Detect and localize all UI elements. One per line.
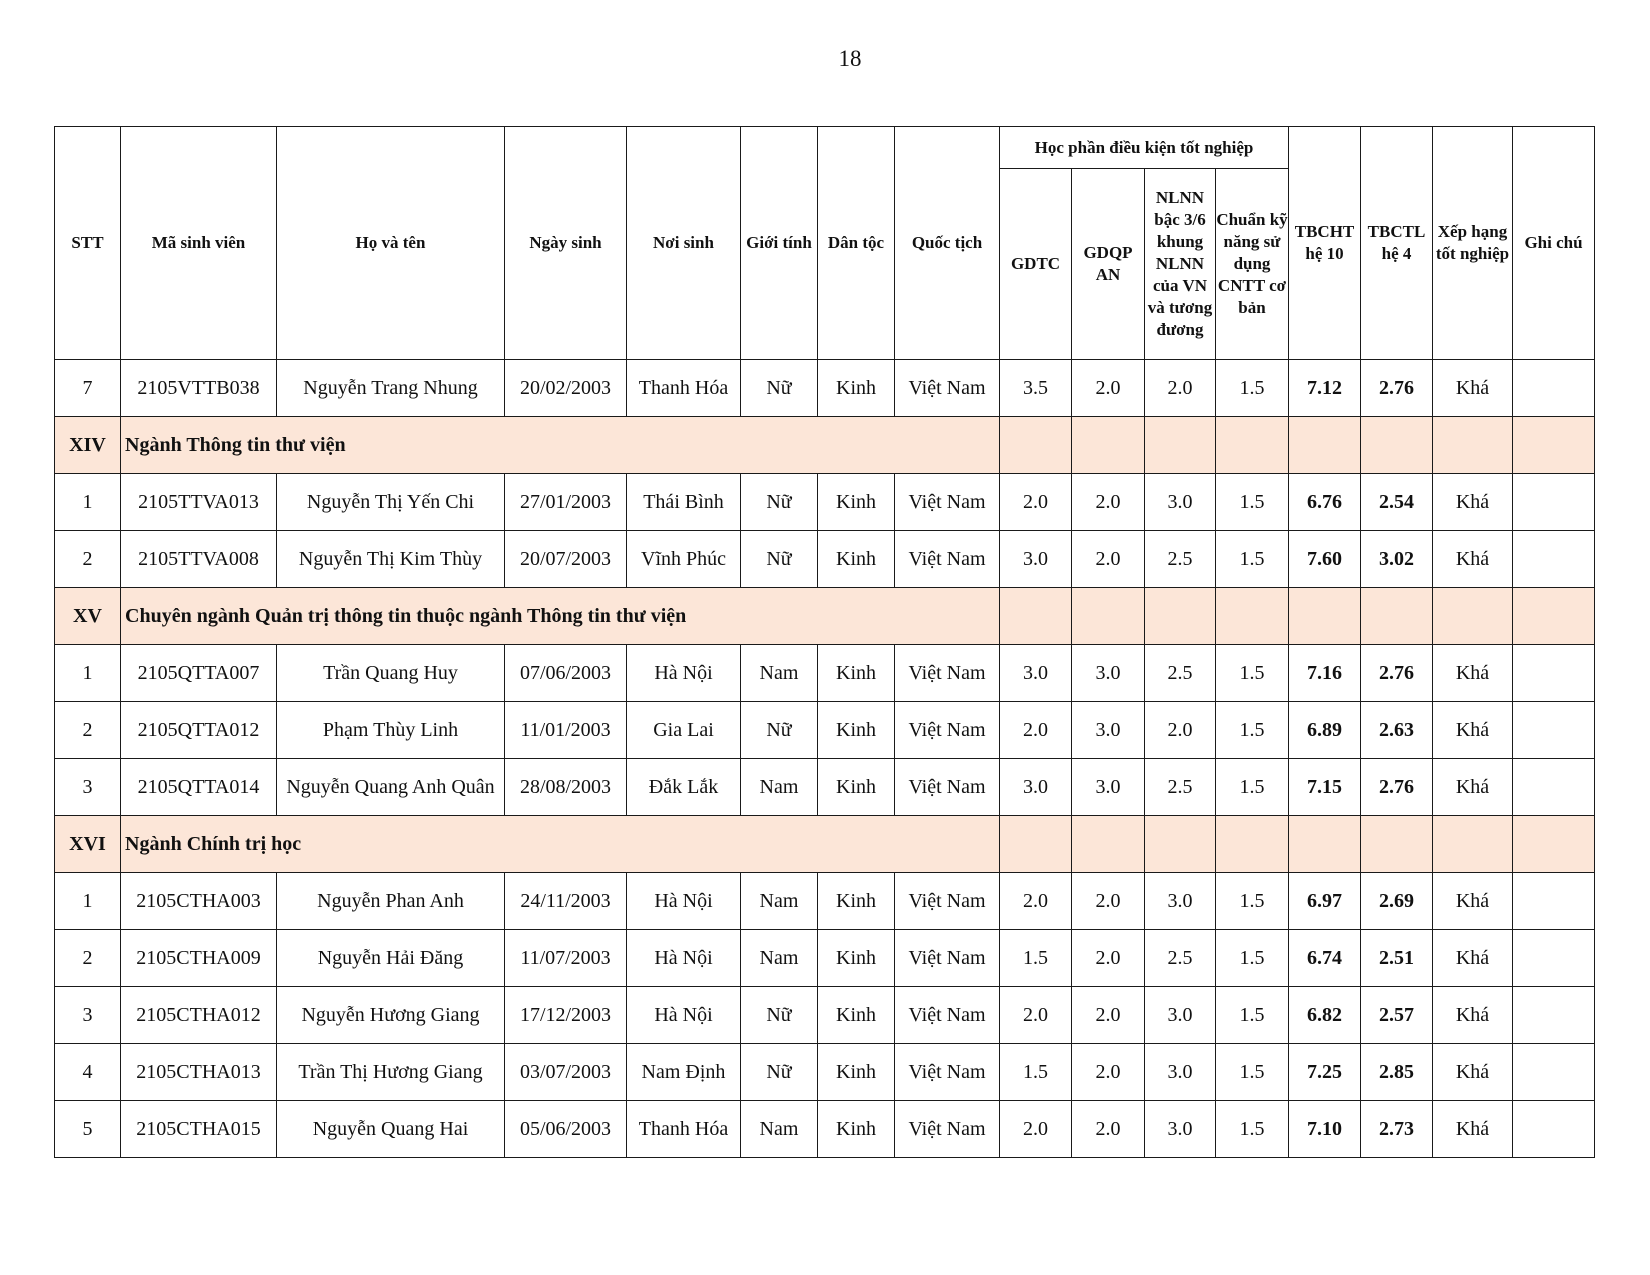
- header-birthplace: Nơi sinh: [627, 127, 741, 360]
- cell-dob: 20/07/2003: [505, 531, 627, 588]
- section-empty-cell: [1361, 816, 1433, 873]
- cell-note: [1513, 930, 1595, 987]
- cell-gdtc: 3.5: [1000, 360, 1072, 417]
- section-empty-cell: [1072, 816, 1145, 873]
- cell-ethnicity: Kinh: [818, 702, 895, 759]
- cell-tbctl: 2.76: [1361, 759, 1433, 816]
- cell-full-name: Nguyễn Hải Đăng: [277, 930, 505, 987]
- cell-rank: Khá: [1433, 474, 1513, 531]
- cell-student-id: 2105TTVA013: [121, 474, 277, 531]
- cell-birthplace: Gia Lai: [627, 702, 741, 759]
- cell-ethnicity: Kinh: [818, 474, 895, 531]
- cell-gender: Nữ: [741, 1044, 818, 1101]
- cell-nlnn: 3.0: [1145, 873, 1216, 930]
- cell-gdqp: 3.0: [1072, 645, 1145, 702]
- cell-tbctl: 2.57: [1361, 987, 1433, 1044]
- cell-birthplace: Thái Bình: [627, 474, 741, 531]
- cell-stt: 1: [55, 474, 121, 531]
- cell-gdtc: 3.0: [1000, 645, 1072, 702]
- cell-cntt: 1.5: [1216, 1101, 1289, 1158]
- cell-stt: 2: [55, 702, 121, 759]
- header-tbcht: TBCHT hệ 10: [1289, 127, 1361, 360]
- cell-full-name: Nguyễn Quang Hai: [277, 1101, 505, 1158]
- section-empty-cell: [1513, 816, 1595, 873]
- table-row: [55, 1044, 1595, 1101]
- cell-rank: Khá: [1433, 1101, 1513, 1158]
- cell-tbctl: 2.54: [1361, 474, 1433, 531]
- cell-gdtc: 2.0: [1000, 873, 1072, 930]
- cell-cntt: 1.5: [1216, 1044, 1289, 1101]
- cell-gdtc: 3.0: [1000, 759, 1072, 816]
- cell-stt: 7: [55, 360, 121, 417]
- header-tbctl: TBCTL hệ 4: [1361, 127, 1433, 360]
- cell-note: [1513, 360, 1595, 417]
- table-row: [55, 1101, 1595, 1158]
- cell-nationality: Việt Nam: [895, 987, 1000, 1044]
- cell-tbcht: 6.97: [1289, 873, 1361, 930]
- cell-gender: Nữ: [741, 360, 818, 417]
- cell-birthplace: Vĩnh Phúc: [627, 531, 741, 588]
- cell-note: [1513, 645, 1595, 702]
- cell-birthplace: Nam Định: [627, 1044, 741, 1101]
- cell-ethnicity: Kinh: [818, 987, 895, 1044]
- cell-rank: Khá: [1433, 1044, 1513, 1101]
- cell-student-id: 2105CTHA012: [121, 987, 277, 1044]
- cell-tbctl: 2.73: [1361, 1101, 1433, 1158]
- header-rank: Xếp hạng tốt nghiệp: [1433, 127, 1513, 360]
- cell-rank: Khá: [1433, 759, 1513, 816]
- section-row: [55, 588, 1595, 645]
- table-row: [55, 645, 1595, 702]
- table-row: [55, 987, 1595, 1044]
- header-gdtc: GDTC: [1000, 169, 1072, 360]
- cell-rank: Khá: [1433, 360, 1513, 417]
- section-title: Chuyên ngành Quản trị thông tin thuộc ngành Thông tin thư viện: [121, 588, 1000, 645]
- cell-note: [1513, 531, 1595, 588]
- cell-full-name: Phạm Thùy Linh: [277, 702, 505, 759]
- section-empty-cell: [1000, 417, 1072, 474]
- table-row: [55, 873, 1595, 930]
- cell-gender: Nữ: [741, 531, 818, 588]
- cell-tbcht: 7.15: [1289, 759, 1361, 816]
- section-empty-cell: [1145, 816, 1216, 873]
- cell-rank: Khá: [1433, 930, 1513, 987]
- cell-nlnn: 3.0: [1145, 474, 1216, 531]
- cell-nationality: Việt Nam: [895, 1101, 1000, 1158]
- table-row: [55, 474, 1595, 531]
- cell-gdtc: 2.0: [1000, 702, 1072, 759]
- cell-tbcht: 6.89: [1289, 702, 1361, 759]
- cell-nationality: Việt Nam: [895, 474, 1000, 531]
- cell-student-id: 2105CTHA009: [121, 930, 277, 987]
- cell-gdqp: 2.0: [1072, 1101, 1145, 1158]
- cell-student-id: 2105QTTA007: [121, 645, 277, 702]
- section-empty-cell: [1361, 417, 1433, 474]
- cell-nlnn: 2.5: [1145, 645, 1216, 702]
- cell-nationality: Việt Nam: [895, 531, 1000, 588]
- cell-dob: 05/06/2003: [505, 1101, 627, 1158]
- table-row: [55, 360, 1595, 417]
- cell-gdtc: 1.5: [1000, 930, 1072, 987]
- cell-gdtc: 1.5: [1000, 1044, 1072, 1101]
- header-note: Ghi chú: [1513, 127, 1595, 360]
- cell-birthplace: Thanh Hóa: [627, 1101, 741, 1158]
- cell-gender: Nam: [741, 1101, 818, 1158]
- cell-tbctl: 2.76: [1361, 645, 1433, 702]
- header-full-name: Họ và tên: [277, 127, 505, 360]
- section-empty-cell: [1216, 417, 1289, 474]
- section-number: XV: [55, 588, 121, 645]
- cell-stt: 2: [55, 531, 121, 588]
- cell-note: [1513, 474, 1595, 531]
- header-dob: Ngày sinh: [505, 127, 627, 360]
- cell-full-name: Nguyễn Hương Giang: [277, 987, 505, 1044]
- header-graduation-conditions: Học phần điều kiện tốt nghiệp: [1000, 127, 1289, 169]
- cell-stt: 3: [55, 987, 121, 1044]
- cell-nationality: Việt Nam: [895, 360, 1000, 417]
- cell-dob: 28/08/2003: [505, 759, 627, 816]
- cell-stt: 4: [55, 1044, 121, 1101]
- cell-student-id: 2105QTTA014: [121, 759, 277, 816]
- section-empty-cell: [1361, 588, 1433, 645]
- cell-gdtc: 3.0: [1000, 531, 1072, 588]
- cell-nationality: Việt Nam: [895, 702, 1000, 759]
- cell-ethnicity: Kinh: [818, 759, 895, 816]
- cell-dob: 27/01/2003: [505, 474, 627, 531]
- cell-gdqp: 2.0: [1072, 1044, 1145, 1101]
- cell-nlnn: 2.5: [1145, 759, 1216, 816]
- cell-gdqp: 2.0: [1072, 930, 1145, 987]
- section-number: XIV: [55, 417, 121, 474]
- section-empty-cell: [1513, 417, 1595, 474]
- cell-cntt: 1.5: [1216, 702, 1289, 759]
- cell-nlnn: 2.5: [1145, 531, 1216, 588]
- cell-full-name: Trần Quang Huy: [277, 645, 505, 702]
- cell-dob: 11/07/2003: [505, 930, 627, 987]
- section-empty-cell: [1145, 417, 1216, 474]
- section-empty-cell: [1000, 588, 1072, 645]
- section-empty-cell: [1433, 588, 1513, 645]
- cell-nlnn: 3.0: [1145, 1044, 1216, 1101]
- cell-stt: 1: [55, 873, 121, 930]
- cell-note: [1513, 873, 1595, 930]
- cell-dob: 03/07/2003: [505, 1044, 627, 1101]
- cell-gdqp: 2.0: [1072, 531, 1145, 588]
- cell-stt: 3: [55, 759, 121, 816]
- cell-nlnn: 3.0: [1145, 987, 1216, 1044]
- cell-rank: Khá: [1433, 987, 1513, 1044]
- table-row: [55, 930, 1595, 987]
- cell-nlnn: 2.5: [1145, 930, 1216, 987]
- page-number: 18: [838, 46, 862, 71]
- cell-student-id: 2105CTHA013: [121, 1044, 277, 1101]
- section-empty-cell: [1433, 417, 1513, 474]
- cell-ethnicity: Kinh: [818, 531, 895, 588]
- cell-tbcht: 6.74: [1289, 930, 1361, 987]
- section-empty-cell: [1072, 588, 1145, 645]
- cell-ethnicity: Kinh: [818, 1044, 895, 1101]
- header-ethnicity: Dân tộc: [818, 127, 895, 360]
- cell-full-name: Nguyễn Thị Yến Chi: [277, 474, 505, 531]
- cell-tbcht: 7.10: [1289, 1101, 1361, 1158]
- cell-cntt: 1.5: [1216, 645, 1289, 702]
- cell-stt: 5: [55, 1101, 121, 1158]
- cell-tbctl: 2.63: [1361, 702, 1433, 759]
- cell-gdqp: 2.0: [1072, 360, 1145, 417]
- section-empty-cell: [1433, 816, 1513, 873]
- cell-cntt: 1.5: [1216, 873, 1289, 930]
- cell-dob: 24/11/2003: [505, 873, 627, 930]
- cell-gdtc: 2.0: [1000, 474, 1072, 531]
- cell-nationality: Việt Nam: [895, 759, 1000, 816]
- cell-gender: Nữ: [741, 987, 818, 1044]
- cell-note: [1513, 1101, 1595, 1158]
- cell-birthplace: Hà Nội: [627, 930, 741, 987]
- cell-note: [1513, 987, 1595, 1044]
- header-gender: Giới tính: [741, 127, 818, 360]
- section-empty-cell: [1216, 588, 1289, 645]
- cell-tbcht: 6.82: [1289, 987, 1361, 1044]
- section-number: XVI: [55, 816, 121, 873]
- cell-gender: Nam: [741, 930, 818, 987]
- cell-tbctl: 2.76: [1361, 360, 1433, 417]
- cell-full-name: Nguyễn Quang Anh Quân: [277, 759, 505, 816]
- cell-ethnicity: Kinh: [818, 873, 895, 930]
- section-empty-cell: [1072, 417, 1145, 474]
- section-empty-cell: [1289, 417, 1361, 474]
- header-nationality: Quốc tịch: [895, 127, 1000, 360]
- cell-full-name: Nguyễn Thị Kim Thùy: [277, 531, 505, 588]
- cell-gender: Nam: [741, 759, 818, 816]
- graduation-table: [54, 126, 1595, 1158]
- cell-gender: Nữ: [741, 702, 818, 759]
- cell-student-id: 2105VTTB038: [121, 360, 277, 417]
- cell-student-id: 2105CTHA015: [121, 1101, 277, 1158]
- cell-tbctl: 3.02: [1361, 531, 1433, 588]
- cell-gdqp: 3.0: [1072, 702, 1145, 759]
- cell-birthplace: Đắk Lắk: [627, 759, 741, 816]
- cell-birthplace: Thanh Hóa: [627, 360, 741, 417]
- cell-cntt: 1.5: [1216, 759, 1289, 816]
- cell-student-id: 2105QTTA012: [121, 702, 277, 759]
- section-empty-cell: [1216, 816, 1289, 873]
- cell-note: [1513, 759, 1595, 816]
- cell-note: [1513, 1044, 1595, 1101]
- cell-nlnn: 3.0: [1145, 1101, 1216, 1158]
- cell-rank: Khá: [1433, 531, 1513, 588]
- header-student-id: Mã sinh viên: [121, 127, 277, 360]
- section-empty-cell: [1513, 588, 1595, 645]
- section-empty-cell: [1289, 588, 1361, 645]
- cell-cntt: 1.5: [1216, 360, 1289, 417]
- cell-cntt: 1.5: [1216, 987, 1289, 1044]
- cell-tbcht: 7.16: [1289, 645, 1361, 702]
- cell-cntt: 1.5: [1216, 531, 1289, 588]
- table-row: [55, 759, 1595, 816]
- section-empty-cell: [1000, 816, 1072, 873]
- table-row: [55, 702, 1595, 759]
- cell-tbcht: 7.25: [1289, 1044, 1361, 1101]
- cell-tbctl: 2.85: [1361, 1044, 1433, 1101]
- cell-tbcht: 6.76: [1289, 474, 1361, 531]
- cell-gdtc: 2.0: [1000, 987, 1072, 1044]
- cell-gdqp: 2.0: [1072, 873, 1145, 930]
- cell-gdqp: 2.0: [1072, 987, 1145, 1044]
- header-stt: STT: [55, 127, 121, 360]
- cell-gdqp: 3.0: [1072, 759, 1145, 816]
- cell-gdtc: 2.0: [1000, 1101, 1072, 1158]
- section-empty-cell: [1145, 588, 1216, 645]
- cell-tbctl: 2.69: [1361, 873, 1433, 930]
- cell-dob: 17/12/2003: [505, 987, 627, 1044]
- cell-tbcht: 7.12: [1289, 360, 1361, 417]
- cell-gender: Nam: [741, 873, 818, 930]
- cell-nlnn: 2.0: [1145, 702, 1216, 759]
- cell-nationality: Việt Nam: [895, 873, 1000, 930]
- cell-student-id: 2105CTHA003: [121, 873, 277, 930]
- cell-full-name: Nguyễn Trang Nhung: [277, 360, 505, 417]
- cell-cntt: 1.5: [1216, 474, 1289, 531]
- cell-ethnicity: Kinh: [818, 1101, 895, 1158]
- table-row: [55, 531, 1595, 588]
- cell-ethnicity: Kinh: [818, 360, 895, 417]
- cell-nlnn: 2.0: [1145, 360, 1216, 417]
- section-row: [55, 816, 1595, 873]
- cell-note: [1513, 702, 1595, 759]
- cell-gender: Nữ: [741, 474, 818, 531]
- cell-ethnicity: Kinh: [818, 645, 895, 702]
- cell-gdqp: 2.0: [1072, 474, 1145, 531]
- section-title: Ngành Thông tin thư viện: [121, 417, 1000, 474]
- cell-dob: 11/01/2003: [505, 702, 627, 759]
- cell-rank: Khá: [1433, 873, 1513, 930]
- cell-cntt: 1.5: [1216, 930, 1289, 987]
- cell-nationality: Việt Nam: [895, 1044, 1000, 1101]
- cell-student-id: 2105TTVA008: [121, 531, 277, 588]
- cell-tbcht: 7.60: [1289, 531, 1361, 588]
- header-nlnn: NLNN bậc 3/6 khung NLNN của VN và tương đương: [1145, 169, 1216, 360]
- cell-tbctl: 2.51: [1361, 930, 1433, 987]
- cell-full-name: Nguyễn Phan Anh: [277, 873, 505, 930]
- table-body: [55, 360, 1595, 1158]
- cell-gender: Nam: [741, 645, 818, 702]
- cell-dob: 20/02/2003: [505, 360, 627, 417]
- cell-rank: Khá: [1433, 645, 1513, 702]
- cell-full-name: Trần Thị Hương Giang: [277, 1044, 505, 1101]
- cell-birthplace: Hà Nội: [627, 987, 741, 1044]
- section-title: Ngành Chính trị học: [121, 816, 1000, 873]
- header-gdqp: GDQP AN: [1072, 169, 1145, 360]
- header-cntt: Chuẩn kỹ năng sử dụng CNTT cơ bản: [1216, 169, 1289, 360]
- cell-birthplace: Hà Nội: [627, 645, 741, 702]
- cell-dob: 07/06/2003: [505, 645, 627, 702]
- section-row: [55, 417, 1595, 474]
- cell-nationality: Việt Nam: [895, 645, 1000, 702]
- cell-ethnicity: Kinh: [818, 930, 895, 987]
- cell-nationality: Việt Nam: [895, 930, 1000, 987]
- cell-rank: Khá: [1433, 702, 1513, 759]
- section-empty-cell: [1289, 816, 1361, 873]
- cell-stt: 2: [55, 930, 121, 987]
- cell-stt: 1: [55, 645, 121, 702]
- cell-birthplace: Hà Nội: [627, 873, 741, 930]
